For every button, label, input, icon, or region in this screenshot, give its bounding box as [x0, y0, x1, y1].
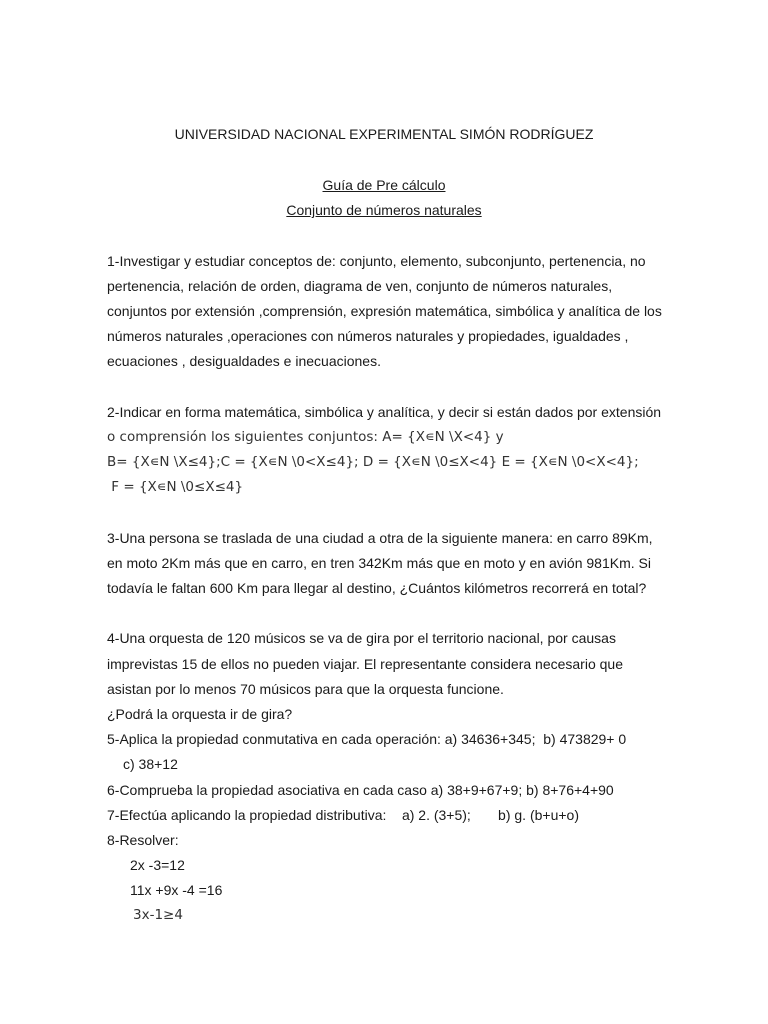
equation: 2x -3=12 — [130, 857, 185, 873]
item-2-line: F = {X∊N \0≤X≤4} — [107, 479, 244, 495]
item-5-line: c) 38+12 — [123, 756, 178, 772]
item-4-line: imprevistas 15 de ellos no pueden viajar. El representante considera necesario que — [107, 656, 623, 672]
item-7: 7-Efectúa aplicando la propiedad distributiva: a) 2. (3+5); b) g. (b+u+o) — [107, 807, 579, 823]
item-3-line: todavía le faltan 600 Km para llegar al destino, ¿Cuántos kilómetros recorrerá en total? — [107, 580, 647, 596]
guide-subtitle: Conjunto de números naturales — [286, 202, 482, 218]
item-1-line: pertenencia, relación de orden, diagrama de ven, conjunto de números naturales, — [107, 278, 613, 294]
item-4-line: asistan por lo menos 70 músicos para que la orquesta funcione. — [107, 681, 504, 697]
item-4-line: ¿Podrá la orquesta ir de gira? — [107, 706, 293, 722]
item-2-line: 2-Indicar en forma matemática, simbólica y analítica, y decir si están dados por extensión — [107, 404, 662, 420]
equation: 3x-1≥4 — [133, 907, 183, 923]
item-1-line: números naturales ,operaciones con números naturales y propiedades, igualdades , — [107, 328, 629, 344]
item-5-line: 5-Aplica la propiedad conmutativa en cada operación: a) 34636+345; b) 473829+ 0 — [107, 731, 627, 747]
item-1-line: ecuaciones , desigualdades e inecuaciones. — [107, 353, 381, 369]
item-1-line: 1-Investigar y estudiar conceptos de: conjunto, elemento, subconjunto, pertenencia, no — [107, 253, 646, 269]
equation: 11x +9x -4 =16 — [130, 882, 223, 898]
item-3-line: 3-Una persona se traslada de una ciudad a otra de la siguiente manera: en carro 89Km, — [107, 530, 653, 546]
guide-title: Guía de Pre cálculo — [322, 177, 446, 193]
item-8-title: 8-Resolver: — [107, 832, 179, 848]
item-4-line: 4-Una orquesta de 120 músicos se va de gira por el territorio nacional, por causas — [107, 630, 616, 646]
item-1-line: conjuntos por extensión ,comprensión, expresión matemática, simbólica y analítica de los — [107, 303, 662, 319]
item-3-line: en moto 2Km más que en carro, en tren 342Km más que en moto y en avión 981Km. Si — [107, 555, 651, 571]
item-2-line: B= {X∊N \X≤4};C = {X∊N \0<X≤4}; D = {X∊N \0≤X<4} E = {X∊N \0<X<4}; — [107, 454, 639, 470]
item-6: 6-Comprueba la propiedad asociativa en cada caso a) 38+9+67+9; b) 8+76+4+90 — [107, 782, 614, 798]
university-heading: UNIVERSIDAD NACIONAL EXPERIMENTAL SIMÓN RODRÍGUEZ — [174, 126, 594, 142]
item-2-line: o comprensión los siguientes conjuntos: A= {X∊N \X<4} y — [107, 429, 504, 445]
